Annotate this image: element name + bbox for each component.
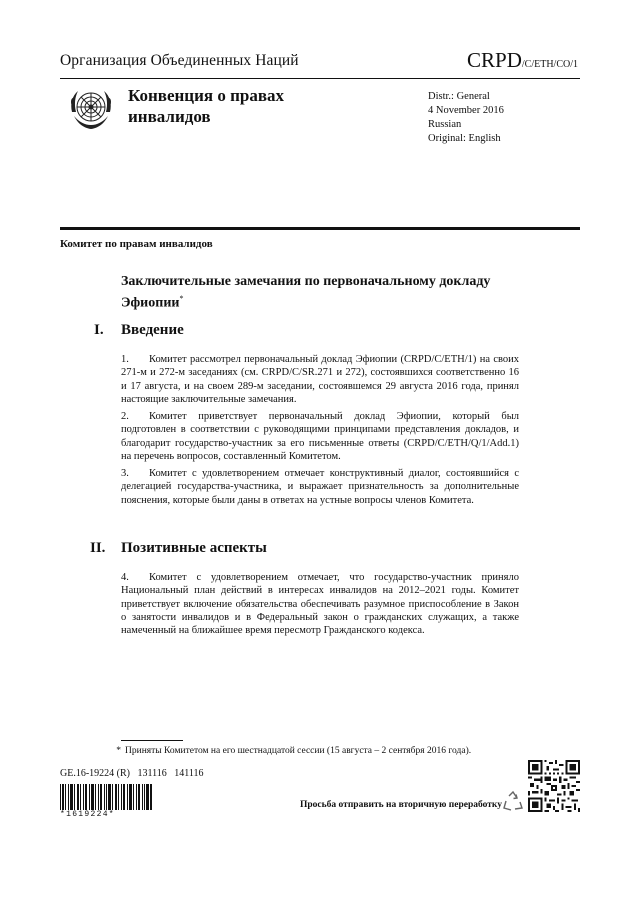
recycle-notice: Просьба отправить на вторичную переработку xyxy=(300,800,502,810)
footnote-mark: * xyxy=(116,746,121,756)
footnote-rule xyxy=(121,740,183,741)
title-rule xyxy=(60,227,580,230)
distr-line: Original: English xyxy=(428,133,501,144)
qr-code-icon xyxy=(528,760,580,812)
distr-line: 4 November 2016 xyxy=(428,105,504,116)
title-footnote-mark: * xyxy=(179,294,184,303)
paragraph-number: 4. xyxy=(121,572,129,583)
footnote-text: Приняты Комитетом на его шестнадцатой сессии (15 августа – 2 сентября 2016 года). xyxy=(125,746,472,756)
section-number: II. xyxy=(90,540,106,556)
distr-line: Distr.: General xyxy=(428,91,490,102)
paragraph-number: 1. xyxy=(121,354,129,365)
section-title: Введение xyxy=(121,322,184,338)
organization-name: Организация Объединенных Наций xyxy=(60,52,299,69)
paragraph-number: 2. xyxy=(121,411,129,422)
footnote xyxy=(96,746,471,756)
distribution-info xyxy=(428,90,504,146)
paragraph-text: Комитет рассмотрел первоначальный доклад Эфиопии (CRPD/C/ETH/1) на своих 271-м и 272-м заседаниях (см. CRPD/C/SR.271 и 272), состоявшихся соответственно 16 и 17 августа, и на своем 289-м заседании, состоявшемся 29 августа 2016 года, принял настоящие заключительные замечания. xyxy=(121,354,519,405)
committee-name: Комитет по правам инвалидов xyxy=(60,238,213,250)
un-emblem-icon xyxy=(64,82,118,136)
paragraph xyxy=(121,410,519,463)
barcode-icon xyxy=(60,784,152,810)
document-job-number: GE.16-19224 (R) 131116 141116 xyxy=(60,768,204,779)
section-title: Позитивные аспекты xyxy=(121,540,267,556)
paragraph xyxy=(121,467,519,507)
convention-title: Конвенция о правах инвалидов xyxy=(128,86,285,126)
paragraph-text: Комитет с удовлетворением отмечает конструктивный диалог, состоявшийся с делегацией государства-участника, и выражает признательность за дополнительные пояснения, которые были даны в ответах на устные вопросы членов Комитета. xyxy=(121,468,519,506)
document-title-text: Заключительные замечания по первоначальному докладу Эфиопии xyxy=(121,274,491,311)
paragraph-text: Комитет с удовлетворением отмечает, что государство-участник приняло Национальный план действий в интересах инвалидов на 2012–2021 годы. Комитет приветствует включение обязательства обеспечивать разумное приспособление в Закон о занятости инвалидов и в Федеральный закон о гражданских служащих, а также намеченный на ближайшее время пересмотр Гражданского кодекса. xyxy=(121,572,519,637)
recycle-icon xyxy=(501,790,525,814)
document-symbol-main: CRPD xyxy=(467,48,522,72)
paragraph-text: Комитет приветствует первоначальный доклад Эфиопии, который был подготовлен в соответствии с руководящими принципами представления докладов, и благодарит государство-участник за его письменные ответы (CRPD/C/ETH/Q/1/Add.1) на перечень вопросов, составленный Комитетом. xyxy=(121,411,519,462)
paragraph xyxy=(121,353,519,406)
section-number: I. xyxy=(94,322,104,338)
document-symbol-suffix: /C/ETH/CO/1 xyxy=(521,59,578,70)
document-title xyxy=(121,273,501,312)
barcode-text: *1619224* xyxy=(60,810,115,819)
paragraph xyxy=(121,571,519,637)
header-rule xyxy=(60,78,580,79)
document-symbol xyxy=(467,48,578,73)
distr-line: Russian xyxy=(428,119,462,130)
paragraph-number: 3. xyxy=(121,468,129,479)
